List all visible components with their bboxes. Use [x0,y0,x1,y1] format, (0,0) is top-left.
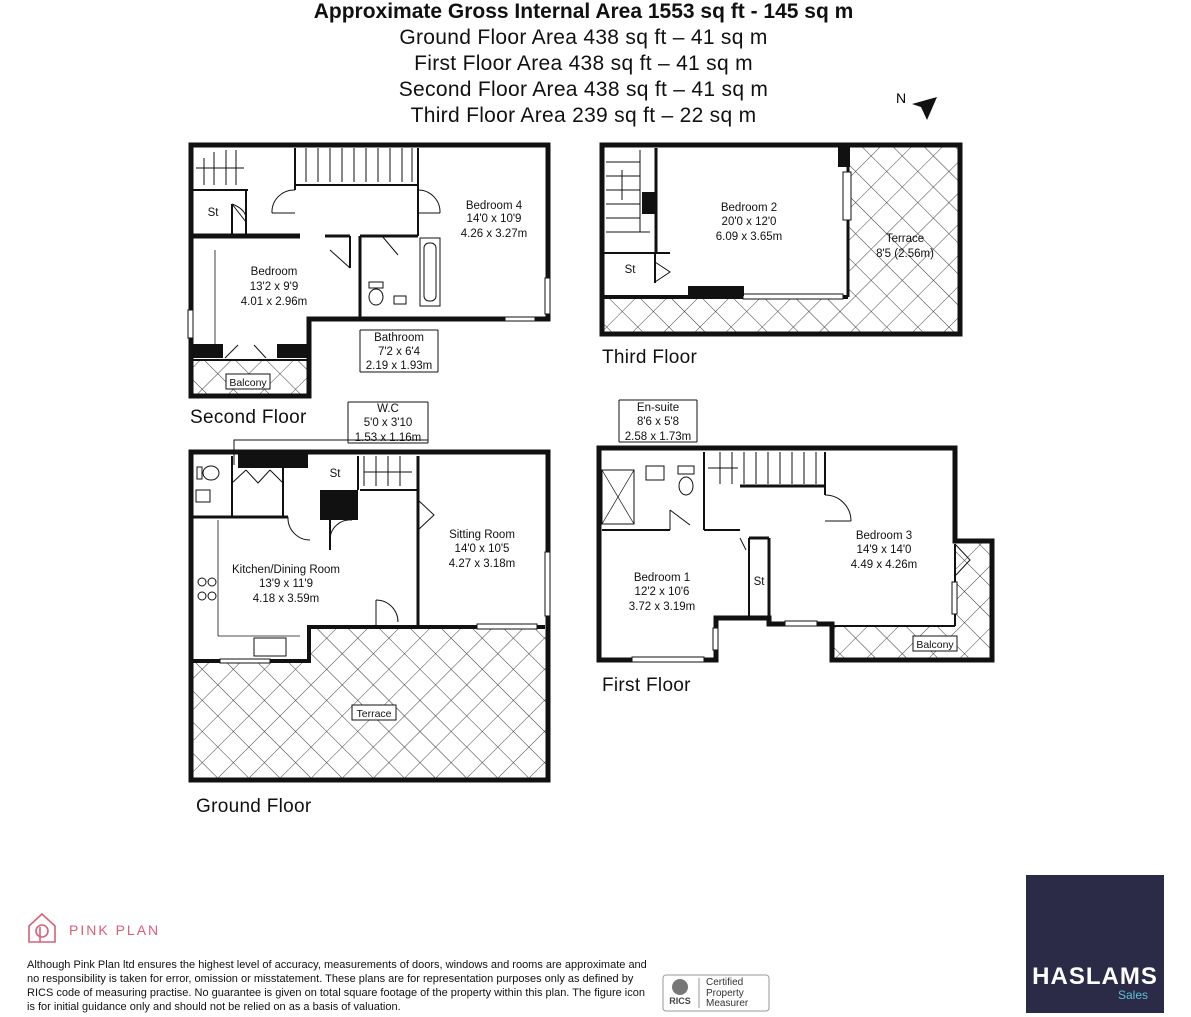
bedroom1-imperial: 12'2 x 10'6 [634,586,690,598]
third-floor-area: Third Floor Area 239 sq ft – 22 sq m [410,104,757,127]
bedroom4-name: Bedroom 4 [465,200,523,212]
terrace-third-size: 8'5 (2.56m) [876,248,934,260]
gross-area-title: Approximate Gross Internal Area 1553 sq ft - 145 sq m [313,0,854,23]
sitting-imperial: 14'0 x 10'5 [454,543,510,555]
wc-name: W.C [377,403,399,415]
second-floor-store: St [207,207,219,219]
first-floor-label: First Floor [602,675,691,696]
haslams-logo [1026,875,1164,1013]
bedroom-metric: 4.01 x 2.96m [240,296,308,308]
bedroom2-imperial: 20'0 x 12'0 [721,216,777,228]
wc-imperial: 5'0 x 3'10 [363,417,413,429]
bathroom-metric: 2.19 x 1.93m [365,360,433,372]
second-floor-label: Second Floor [190,407,307,428]
bedroom2-metric: 6.09 x 3.65m [715,231,783,243]
ground-floor-area: Ground Floor Area 438 sq ft – 41 sq m [399,26,768,49]
first-floor-balcony: Balcony [916,639,954,651]
bedroom1-metric: 3.72 x 3.19m [628,601,696,613]
wc-metric: 1.53 x 1.16m [354,432,422,444]
bedroom-name: Bedroom [250,266,298,278]
ensuite-name: En-suite [636,402,680,414]
sitting-name: Sitting Room [449,529,515,541]
bedroom-imperial: 13'2 x 9'9 [249,281,299,293]
kitchen-metric: 4.18 x 3.59m [252,593,320,605]
third-floor-store: St [624,264,636,276]
bedroom2-name: Bedroom 2 [720,202,778,214]
bedroom4-imperial: 14'0 x 10'9 [466,213,522,225]
rics-certification [706,978,748,1010]
kitchen-imperial: 13'9 x 11'9 [258,578,314,590]
second-floor-area: Second Floor Area 438 sq ft – 41 sq m [398,78,769,101]
bedroom4-metric: 4.26 x 3.27m [460,228,528,240]
first-floor-store: St [753,576,765,588]
disclaimer-text: Although Pink Plan ltd ensures the highest level of accuracy, measurements of doors, windows and rooms are approximate and no responsibility is taken for error, omission or misstatement. These plans are for representation purposes only as defined by RICS code of measuring practise. No guarantee is given on total square footage of the property within this plan. The figure icon is for initial guidance only and should not be relied on as a basis of valuation. [27,959,647,1013]
rics-line-1: Certified [706,977,744,988]
ensuite-metric: 2.58 x 1.73m [624,431,692,443]
kitchen-name: Kitchen/Dining Room [231,564,341,576]
bedroom3-metric: 4.49 x 4.26m [850,559,918,571]
haslams-sales: Sales [1117,988,1148,1002]
ensuite-imperial: 8'6 x 5'8 [636,416,680,428]
ground-floor-terrace: Terrace [356,708,392,720]
ground-floor-label: Ground Floor [196,796,312,817]
rics-line-3: Measurer [706,998,749,1009]
rics-line-2: Property [706,987,744,999]
ground-floor-plan [191,402,550,780]
terrace-third-name: Terrace [885,233,925,245]
svg-text:RICS: RICS [669,996,691,1006]
pink-plan-brand: PINK PLAN [69,922,161,938]
first-floor-area: First Floor Area 438 sq ft – 41 sq m [414,52,753,75]
bedroom3-name: Bedroom 3 [855,530,913,542]
second-floor-balcony: Balcony [229,377,267,389]
second-floor-plan [188,145,550,396]
sitting-metric: 4.27 x 3.18m [448,558,516,570]
svg-text:N: N [896,90,907,106]
third-floor-label: Third Floor [602,347,698,368]
bedroom3-imperial: 14'9 x 14'0 [856,544,912,556]
bedroom1-name: Bedroom 1 [633,572,691,584]
pink-plan-logo-icon [29,914,55,942]
haslams-name: HASLAMS [1032,963,1158,990]
ground-floor-store: St [329,468,341,480]
north-compass-icon [896,90,937,120]
bathroom-imperial: 7'2 x 6'4 [377,346,421,358]
bathroom-name: Bathroom [374,332,424,344]
